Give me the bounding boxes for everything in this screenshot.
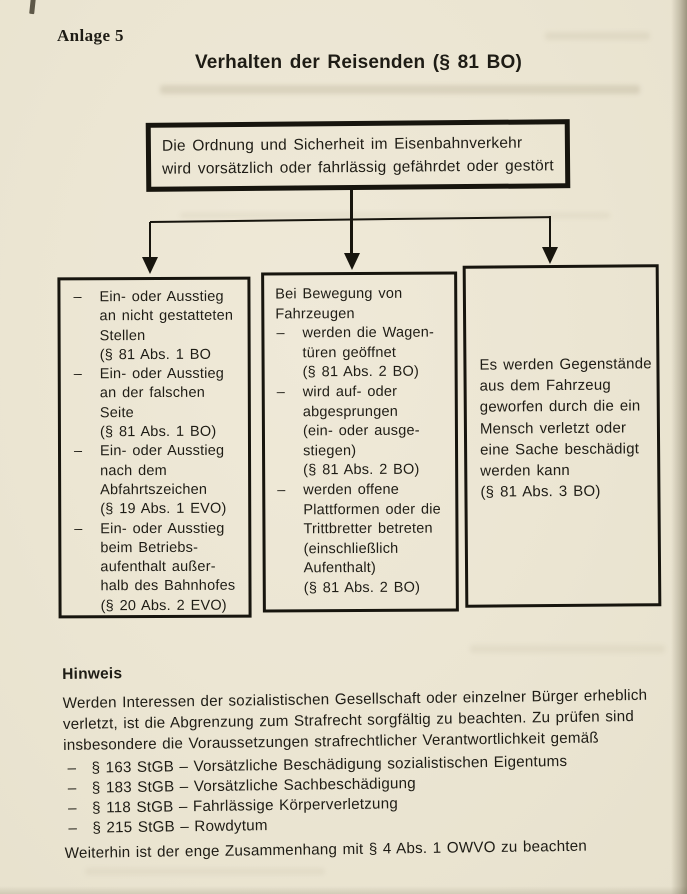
footer-note: Weiterhin ist der enge Zusammenhang mit § 4 Abs. 1 OWVO zu beachten [64,837,588,862]
branch-box-ein-ausstieg [57,277,251,619]
list-item [276,480,452,598]
scan-mark [29,0,36,14]
dash-marker: – [67,759,77,777]
list-item-text: werden offene Plattformen oder die Trittbretter betreten (einschließlich Aufenthalt) (§ 81 Abs. 2 BO) [303,481,441,597]
dash-marker: – [67,779,77,797]
list-item-text: § 163 StGB – Vorsätzliche Beschädigung sozialistischen Eigentums [91,752,568,777]
dash-marker: – [276,325,285,342]
dash-marker: – [67,799,77,817]
list-item-text: § 118 StGB – Fahrlässige Körperverletzung [91,795,399,817]
list-item [73,519,244,616]
hinweis-section [0,649,687,894]
dash-marker: – [74,520,83,537]
dash-marker: – [73,289,82,306]
connector-middle-drop-line [350,219,353,254]
dash-marker: – [276,384,286,401]
list-item-text: werden die Wagen- türen geöffnet (§ 81 Abs. 2 BO) [302,324,435,381]
dash-marker: – [73,366,83,383]
connector-left-drop-line [149,222,151,258]
root-condition-box [146,119,571,192]
list-item-text: § 183 StGB – Vorsätzliche Sachbeschädigung [91,775,417,797]
list-item-text: Ein- oder Ausstieg nach dem Abfahrtszeichen (§ 19 Abs. 1 EVO) [99,443,227,518]
list-item-text: Ein- oder Ausstieg beim Betriebs- aufenthalt außer- halb des Bahnhofes (§ 20 Abs. 2 EVO) [100,520,236,614]
annex-label: Anlage 5 [57,26,124,45]
bleed-through-smudge [545,32,650,40]
dash-marker: – [277,482,286,499]
arrow-down-icon [142,257,158,274]
hinweis-heading: Hinweis [62,665,123,683]
stgb-list [66,751,667,839]
branch-box-text: Es werden Gegenstände aus dem Fahrzeug geworfen durch die ein Mensch verletzt oder eine Sache beschädigt werden kann (§ 81 Abs. 3 BO) [479,355,652,501]
list-item-text: Ein- oder Ausstieg an nicht gestatteten Stellen (§ 81 Abs. 1 BO [99,288,234,364]
list-item-text: § 215 StGB – Rowdytum [92,817,268,837]
dash-marker: – [73,443,83,460]
arrow-down-icon [344,253,360,270]
list-item [73,365,244,443]
bleed-through-smudge [160,85,640,94]
list-item [275,324,450,384]
list-item [276,382,452,481]
connector-right-drop-line [549,216,551,248]
list-item-text: Ein- oder Ausstieg an der falschen Seite (§ 81 Abs. 1 BO) [99,365,225,441]
list-item-text: wird auf- oder abgesprungen (ein- oder ausge- stiegen) (§ 81 Abs. 2 BO) [302,383,420,479]
dash-marker: – [68,819,78,837]
branch-box-gegenstaende [463,264,662,608]
branch-box-header: Bei Bewegung von Fahrzeugen [275,285,403,323]
branch-box-bewegung-fahrzeuge [261,271,459,612]
arrow-down-icon [542,247,558,264]
list-item [72,288,243,366]
list-item [73,442,244,520]
page-title: Verhalten der Reisenden (§ 81 BO) [194,52,523,73]
root-condition-text: Die Ordnung und Sicherheit im Eisenbahnverkehr wird vorsätzlich oder fahrlässig gefährdet oder gestört [161,134,554,178]
hinweis-paragraph: Werden Interessen der sozialistischen Gesellschaft oder einzelner Bürger erheblich verletzt, ist die Abgrenzung zum Strafrecht sorgfältig zu beachten. Zu prüfen sind insbesondere die Voraussetzungen strafrechtlicher Verantwortlichkeit gemäß [62,686,648,754]
